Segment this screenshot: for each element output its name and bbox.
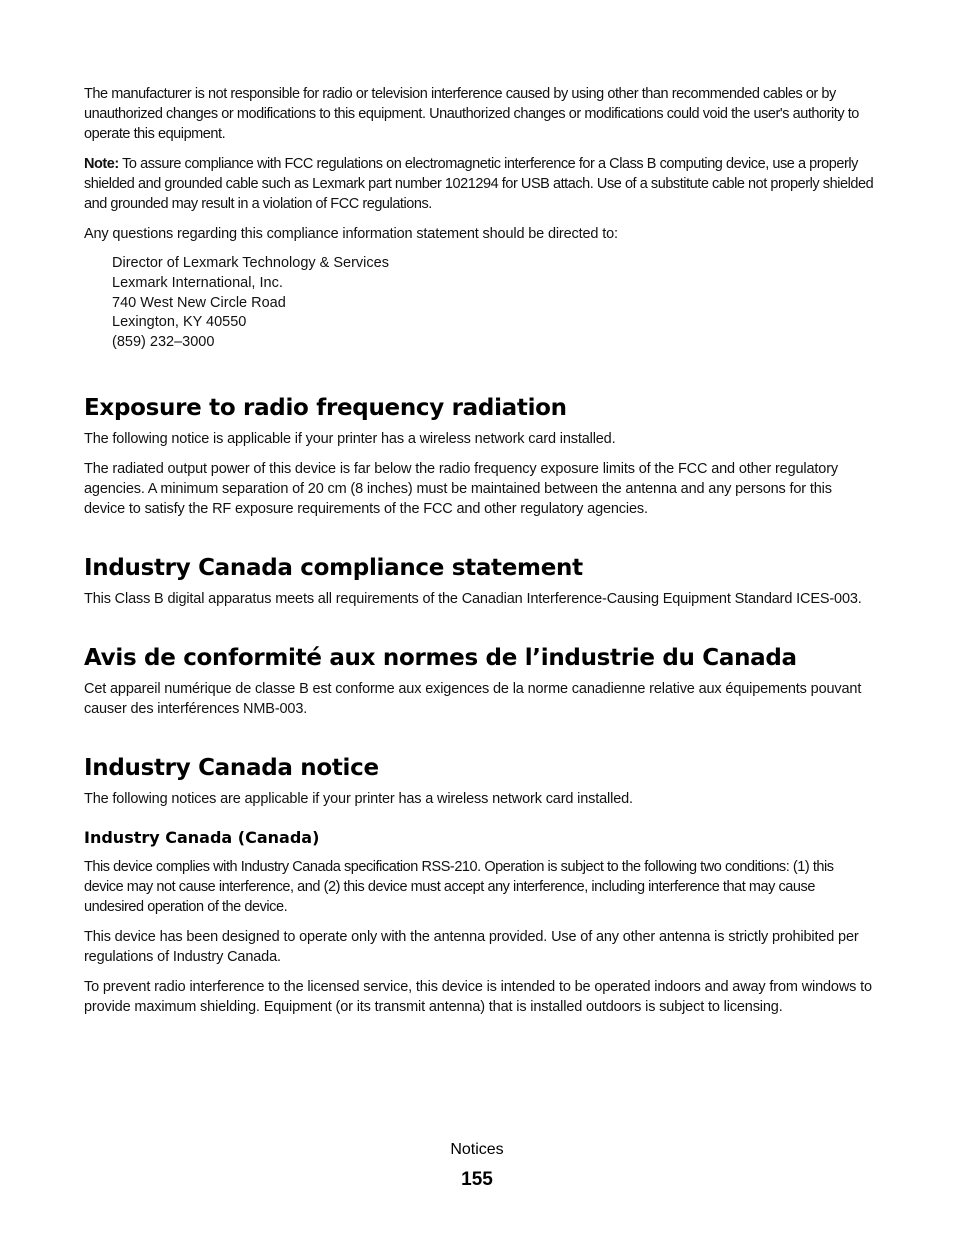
avis-conformite-paragraph: Cet appareil numérique de classe B est conforme aux exigences de la norme canadienne relative aux équipements pouvant causer des interférences NMB-003. [84, 680, 862, 717]
address-line-phone: (859) 232–3000 [112, 334, 215, 351]
page-footer [0, 1139, 954, 1193]
subheading-ic-canada: Industry Canada (Canada) [84, 827, 320, 847]
address-line-street: 740 West New Circle Road [112, 294, 286, 311]
ic-canada-paragraph-2: This device has been designed to operate only with the antenna provided. Use of any other antenna is strictly prohibited per regulations of Industry Canada. [84, 928, 859, 965]
ic-canada-paragraph-3: To prevent radio interference to the licensed service, this device is intended to be operated indoors and away from windows to provide maximum shielding. Equipment (or its transmit antenna) that is installed outdoors is subject to licensing. [84, 978, 872, 1015]
address-line-director: Director of Lexmark Technology & Services [112, 255, 389, 271]
note-text: To assure compliance with FCC regulations on electromagnetic interference for a Class B computing device, use a properly shielded and grounded cable such as Lexmark part number 1021294 for USB attach. Use of a substitute cable not properly shielded and grounded may result in a violation of FCC regulations. [84, 156, 874, 212]
heading-ic-notice: Industry Canada notice [84, 754, 379, 781]
note-label: Note: [84, 156, 119, 172]
heading-ic-compliance: Industry Canada compliance statement [84, 554, 583, 581]
rf-exposure-paragraph-2: The radiated output power of this device is far below the radio frequency exposure limits of the FCC and other regulatory agencies. A minimum separation of 20 cm (8 inches) must be maintained between the antenna and any persons for this device to satisfy the RF exposure requirements of the FCC and other regulatory agencies. [84, 460, 838, 517]
page-content [84, 84, 876, 1027]
address-line-city: Lexington, KY 40550 [112, 314, 247, 331]
heading-rf-exposure: Exposure to radio frequency radiation [84, 394, 567, 421]
ic-canada-paragraph-1: This device complies with Industry Canada specification RSS-210. Operation is subject to the following two conditions: (1) this device may not cause interference, and (2) this device must accept any interference, including interference that may cause undesired operation of the device. [84, 858, 834, 915]
heading-avis-conformite: Avis de conformité aux normes de l’industrie du Canada [84, 644, 797, 671]
page-number: 155 [461, 1169, 493, 1190]
intro-note-paragraph [84, 154, 876, 214]
intro-paragraph-interference: The manufacturer is not responsible for radio or television interference caused by using other than recommended cables or by unauthorized changes or modifications to this equipment. Unauthorized changes or modifications could void the user's authority to operate this equipment. [84, 86, 859, 142]
rf-exposure-paragraph-1: The following notice is applicable if your printer has a wireless network card installed. [84, 430, 616, 447]
intro-paragraph-questions: Any questions regarding this compliance information statement should be directed to: [84, 226, 618, 242]
contact-address-block [112, 254, 876, 353]
ic-notice-paragraph: The following notices are applicable if your printer has a wireless network card installed. [84, 790, 633, 807]
footer-section-label: Notices [450, 1141, 504, 1158]
ic-compliance-paragraph: This Class B digital apparatus meets all requirements of the Canadian Interference-Causing Equipment Standard ICES-003. [84, 590, 862, 607]
address-line-company: Lexmark International, Inc. [112, 274, 283, 291]
